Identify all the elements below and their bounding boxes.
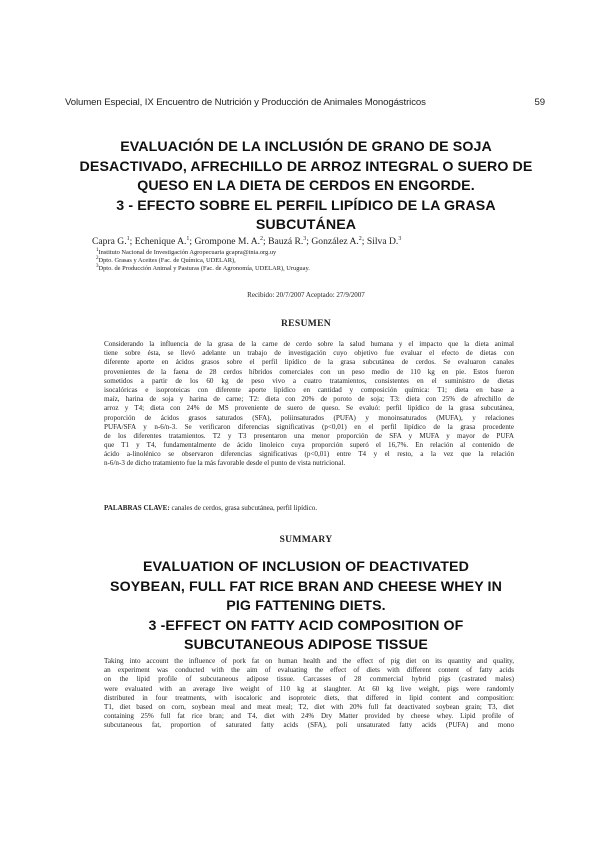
keywords-label: PALABRAS CLAVE: <box>104 504 170 512</box>
affiliation <box>96 257 536 265</box>
author: Capra G.$^1$; <box>92 235 135 247</box>
resumen-line: sometidos a partir de los 60 kg de peso vivo a cuatro tratamientos, consistentes en el suministro de dietas <box>104 376 514 385</box>
affiliation-text: Dpto. Grasas y Aceites (Fac. de Química, UDELAR), <box>98 257 236 264</box>
author: Echenique A.$^1$; <box>134 235 195 247</box>
resumen-heading: RESUMEN <box>280 318 332 329</box>
summary-line: containing 25% full fat rice bran; and T4, diet with 24% Dry Matter provided by cheese whey. Lipid profile of <box>104 712 514 721</box>
title-line: QUESO EN LA DIETA DE CERDOS EN ENGORDE. <box>137 178 475 194</box>
author: Bauzá R.$^3$; <box>268 235 312 247</box>
resumen-line: Considerando la influencia de la grasa de la carne de cerdo sobre la salud humana y el impacto que la dieta animal <box>104 340 514 348</box>
title-line: DESACTIVADO, AFRECHILLO DE ARROZ INTEGRAL O SUERO DE <box>79 158 533 175</box>
resumen-line: que T1 y T4, fundamentalmente de ácido linoleico cuya proporción superó el 16,7%. En relación al contenido de <box>104 441 514 450</box>
affiliation-text: Instituto Nacional de Investigación Agropecuaria gcapra@inia.org.uy <box>98 249 277 256</box>
title-line: 3 - EFECTO SOBRE EL PERFIL LIPÍDICO DE LA GRASA <box>116 197 496 214</box>
title-english <box>60 558 552 656</box>
author-affiliation-mark: 1 <box>186 235 190 242</box>
author-affiliation-mark: 2 <box>260 235 264 242</box>
title-line: 3 -EFFECT ON FATTY ACID COMPOSITION OF <box>148 617 464 634</box>
summary-line: T1, diet based on corn, soybean meal and meat meal; T2, diet with 20% full fat deactivated soybean grain; T3, diet <box>104 702 514 711</box>
author-affiliation-mark: 2 <box>358 235 362 242</box>
resumen-line: diferente aporte en ácidos grasos sobre el perfil lipídico de la grasa subcutánea de cerdos. Se evaluaron canales <box>104 358 514 367</box>
affiliation-number: 3 <box>96 263 99 269</box>
summary-heading: SUMMARY <box>279 534 333 545</box>
title-line: SOYBEAN, FULL FAT RICE BRAN AND CHEESE WHEY IN <box>110 578 502 595</box>
author-affiliation-mark: 3 <box>398 235 402 242</box>
summary-line: distributed in four treatments, with isocaloric and isoproteic diets, that differed in lipid content and composition: <box>104 693 514 702</box>
affiliation-text: Dpto. de Producción Animal y Pasturas (Fac. de Agronomía, UDELAR), Uruguay. <box>98 265 310 272</box>
summary-body <box>104 657 514 731</box>
title-line: PIG FATTENING DIETS. <box>226 598 386 614</box>
author-name: Echenique A. <box>134 236 187 247</box>
summary-line: subcutaneous fat, proportion of saturated fatty acids (SFA), poli unsaturated fatty acids (PUFA) and mono <box>104 721 514 730</box>
author-name: Grompone M. A. <box>194 236 261 247</box>
author <box>367 236 401 247</box>
affiliation <box>96 265 536 273</box>
resumen-body <box>104 340 514 469</box>
resumen-line: maíz, harina de soja y harina de carne; T2: dieta con 20% de poroto de soja; T3: dieta con 25% de afrechillo de <box>104 395 514 404</box>
affiliation-number: 1 <box>96 247 99 253</box>
title-line: SUBCUTANEOUS ADIPOSE TISSUE <box>184 637 428 653</box>
affiliation <box>96 249 536 257</box>
author-name: Silva D. <box>366 236 399 247</box>
title-line: SUBCUTÁNEA <box>255 217 357 233</box>
author: Grompone M. A.$^2$; <box>194 235 269 247</box>
resumen-line: de los diferentes tratamientos. T2 y T3 presentaron una menor proporción de SFA y MUFA y mayor de PUFA <box>104 431 514 440</box>
resumen-line: ácido a-linolénico se observaron diferencias significativas (p<0,01) entre T4 y el resto, a la vez que la relación <box>104 450 514 459</box>
resumen-line: n-6/n-3 de dicho tratamiento fue la más favorable desde el punto de vista nutricional. <box>104 459 346 468</box>
resumen-line: isocalóricas e isoproteicas con diferente aporte lipídico en cantidad y composición química: T1; dieta en base a <box>104 385 514 394</box>
title-line: EVALUATION OF INCLUSION OF DEACTIVATED <box>143 559 469 575</box>
summary-line: an experiment was conducted with the aim of evaluating the effect of diets with different content of fatty acids <box>104 666 514 675</box>
resumen-line: tiene sobre ésta, se llevó adelante un trabajo de investigación cuyo objetivo fue evaluar el efecto de dietas con <box>104 349 514 358</box>
summary-line: Taking into account the influence of pork fat on human health and the effect of pig diet on its quantity and quality, <box>104 657 514 665</box>
author-list <box>92 236 532 247</box>
author-affiliation-mark: 1 <box>126 235 130 242</box>
author-name: Capra G. <box>92 236 127 247</box>
page-number: 59 <box>534 97 545 108</box>
running-head <box>65 97 545 108</box>
affiliation-number: 2 <box>96 255 99 261</box>
keywords-text: canales de cerdos, grasa subcutánea, perfil lipídico. <box>169 504 318 512</box>
author: González A.$^2$; <box>311 235 367 247</box>
journal-name: Volumen Especial, IX Encuentro de Nutrición y Producción de Animales Monogástricos <box>65 97 426 108</box>
title-spanish <box>60 138 552 236</box>
title-line: EVALUACIÓN DE LA INCLUSIÓN DE GRANO DE SOJA <box>120 139 492 155</box>
received-accepted-dates: Recibido: 20/7/2007 Aceptado: 27/9/2007 <box>247 291 365 299</box>
resumen-line: PUFA/SFA y n-6/n-3. Se verificaron diferencias significativas (p<0,01) en el perfil lipídico de la grasa procedente <box>104 422 514 431</box>
summary-line: were evaluated with an average live weight of 110 kg at slaughter. At 60 kg live weight, pigs were randomly <box>104 684 514 693</box>
resumen-line: proporción de ácidos grasos saturados (SFA), poliinsaturados (PUFA) y monoinsaturados (MUFA), y relaciones <box>104 413 514 422</box>
keywords <box>104 504 514 512</box>
resumen-line: arroz y T4; dieta con 24% de MS proveniente de suero de queso. Se evaluó: perfil lipídico de la grasa subcutánea, <box>104 404 514 413</box>
author-name: González A. <box>311 236 359 247</box>
author-affiliation-mark: 3 <box>303 235 307 242</box>
author-name: Bauzá R. <box>268 236 304 247</box>
resumen-line: provenientes de la faena de 28 cerdos híbridos comerciales con un peso medio de 110 kg en pie. Estos fueron <box>104 367 514 376</box>
summary-line: on the lipid profile of subcutaneous adipose tissue. Carcasses of 28 commercial hybrid pigs (castrated males) <box>104 675 514 684</box>
